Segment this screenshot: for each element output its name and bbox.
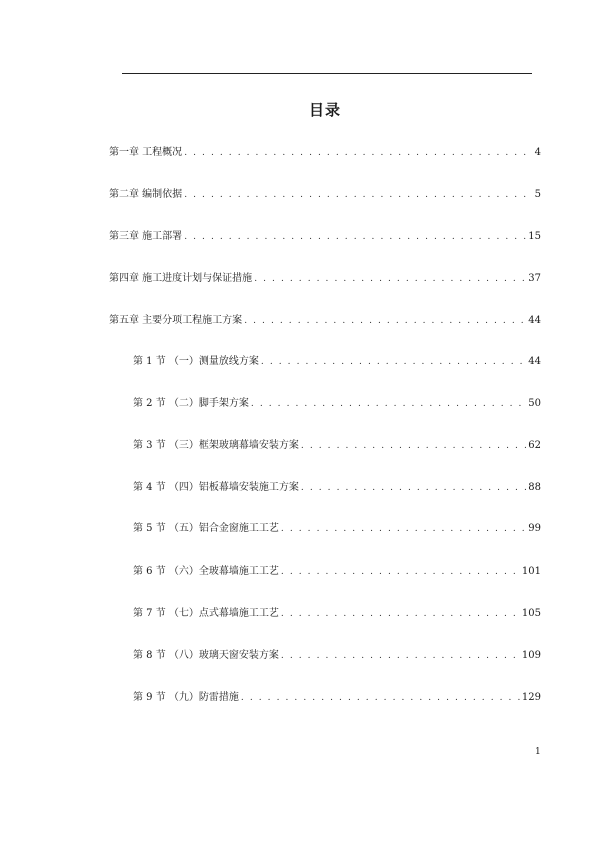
toc-section-2[interactable] bbox=[133, 398, 541, 410]
toc-page-number: 62 bbox=[528, 440, 541, 451]
toc-page-number: 15 bbox=[528, 231, 541, 242]
toc-label: 第一章 工程概况 bbox=[109, 147, 183, 158]
toc-section-4[interactable] bbox=[133, 482, 541, 494]
toc-section-8[interactable] bbox=[133, 650, 541, 662]
toc-label: 第 3 节 （三）框架玻璃幕墙安装方案 bbox=[133, 440, 299, 451]
toc-label: 第 6 节 （六）全玻幕墙施工工艺 bbox=[133, 566, 279, 577]
toc-page-number: 50 bbox=[528, 398, 541, 409]
toc-page-number: 5 bbox=[534, 189, 541, 200]
toc-page-number: 129 bbox=[521, 692, 541, 703]
toc-section-6[interactable] bbox=[133, 566, 541, 578]
toc-page-number: 109 bbox=[521, 650, 541, 661]
dot-leader bbox=[281, 608, 520, 620]
dot-leader bbox=[281, 650, 520, 662]
toc-section-9[interactable] bbox=[133, 692, 541, 704]
toc-page-number: 44 bbox=[528, 315, 541, 326]
dot-leader bbox=[184, 189, 532, 201]
toc-chapter-1[interactable] bbox=[109, 147, 541, 159]
toc-label: 第 9 节 （九）防雷措施 bbox=[133, 692, 239, 703]
toc-chapter-3[interactable] bbox=[109, 231, 541, 243]
toc-section-1[interactable] bbox=[133, 356, 541, 368]
dot-leader bbox=[301, 440, 526, 452]
toc-page-number: 105 bbox=[521, 608, 541, 619]
dot-leader bbox=[244, 315, 526, 327]
toc-label: 第 2 节 （二）脚手架方案 bbox=[133, 398, 249, 409]
toc-label: 第五章 主要分项工程施工方案 bbox=[109, 315, 243, 326]
toc-page-number: 44 bbox=[528, 356, 541, 367]
toc-chapter-4[interactable] bbox=[109, 273, 541, 285]
toc-label: 第 8 节 （八）玻璃天窗安装方案 bbox=[133, 650, 279, 661]
toc-page-number: 99 bbox=[528, 523, 541, 534]
toc-label: 第 5 节 （五）铝合金窗施工工艺 bbox=[133, 523, 279, 534]
toc-page-number: 101 bbox=[521, 566, 541, 577]
toc-page-number: 4 bbox=[534, 147, 541, 158]
dot-leader bbox=[261, 356, 526, 368]
toc-section-5[interactable] bbox=[133, 523, 541, 535]
toc-section-3[interactable] bbox=[133, 440, 541, 452]
footer-page-number: 1 bbox=[535, 747, 541, 757]
toc-page-number: 37 bbox=[528, 273, 541, 284]
dot-leader bbox=[301, 482, 526, 494]
toc-label: 第二章 编制依据 bbox=[109, 189, 183, 200]
toc-label: 第三章 施工部署 bbox=[109, 231, 183, 242]
toc-label: 第 1 节 （一）测量放线方案 bbox=[133, 356, 259, 367]
dot-leader bbox=[241, 692, 520, 704]
dot-leader bbox=[281, 566, 520, 578]
page-title: 目录 bbox=[308, 101, 341, 119]
header-rule bbox=[122, 73, 532, 74]
toc-chapter-5[interactable] bbox=[109, 315, 541, 327]
dot-leader bbox=[251, 398, 526, 410]
dot-leader bbox=[254, 273, 526, 285]
dot-leader bbox=[184, 231, 526, 243]
toc-page-number: 88 bbox=[528, 482, 541, 493]
dot-leader bbox=[281, 523, 526, 535]
dot-leader bbox=[184, 147, 532, 159]
toc-chapter-2[interactable] bbox=[109, 189, 541, 201]
toc-label: 第四章 施工进度计划与保证措施 bbox=[109, 273, 253, 284]
toc-label: 第 7 节 （七）点式幕墙施工工艺 bbox=[133, 608, 279, 619]
toc-label: 第 4 节 （四）铝板幕墙安装施工方案 bbox=[133, 482, 299, 493]
toc-section-7[interactable] bbox=[133, 608, 541, 620]
